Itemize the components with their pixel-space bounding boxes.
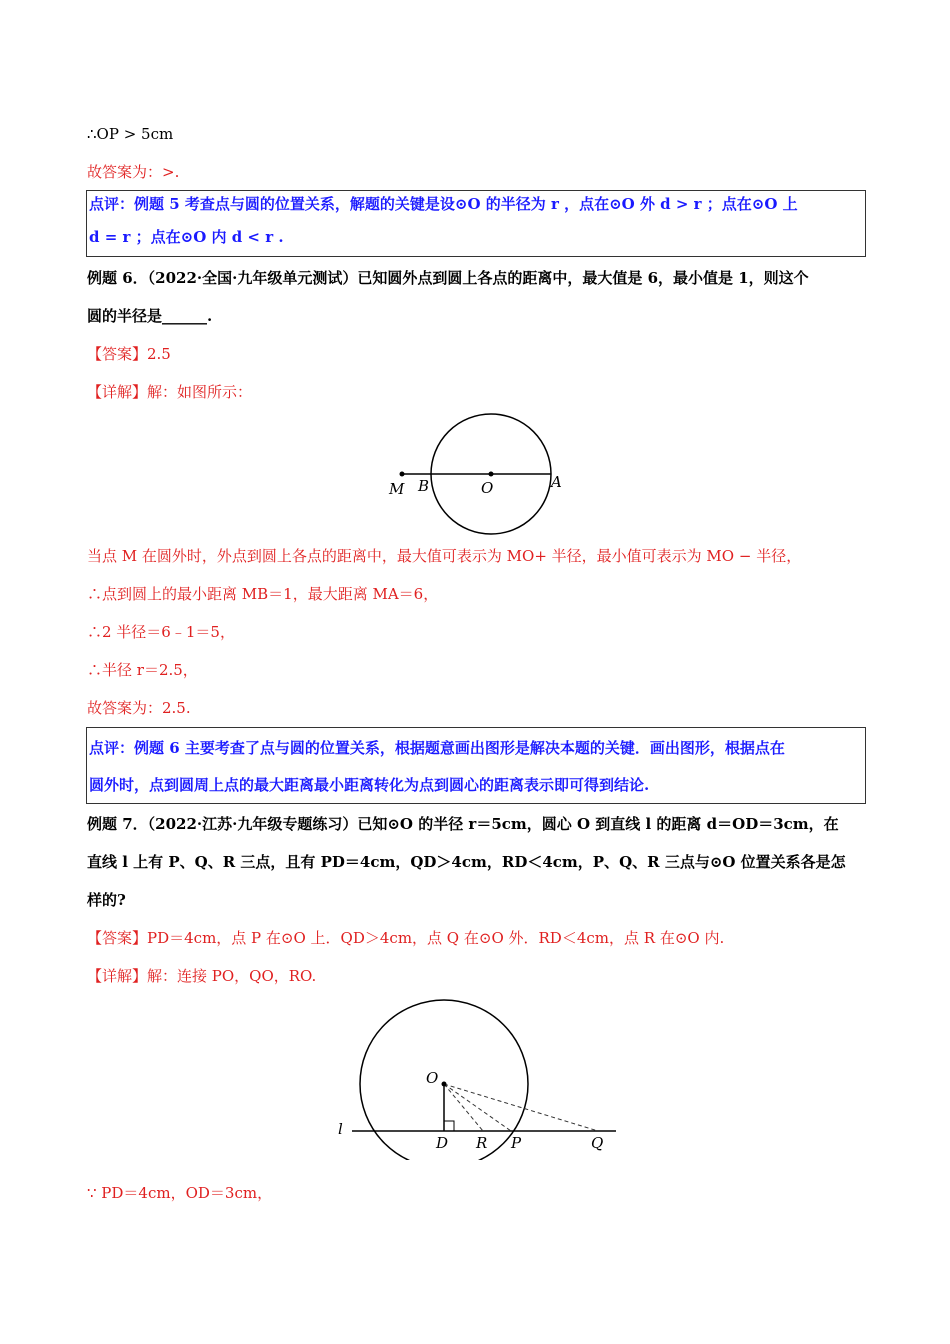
example-7-question-3: 样的? (87, 891, 126, 909)
review-6-line-2: 圆外时，点到圆周上点的最大距离最小距离转化为点到圆心的距离表示即可得到结论. (89, 776, 650, 794)
review-box-5 (86, 190, 866, 257)
example-6-answer: 【答案】2.5 (87, 345, 171, 363)
label-r: R (476, 1134, 488, 1152)
label-o: O (426, 1069, 439, 1087)
point-o (442, 1082, 447, 1087)
review-box-6 (86, 727, 866, 804)
example-6-detail: 【详解】解：如图所示： (87, 383, 253, 401)
label-d: D (436, 1134, 449, 1152)
example-7-question-2: 直线 l 上有 P、Q、R 三点，且有 PD＝4cm，QD＞4cm，RD＜4cm，P、Q、R 三点与⊙O 位置关系各是怎 (87, 853, 846, 871)
conclusion-op: ∴OP > 5cm (87, 125, 174, 143)
review-6-line-1: 点评：例题 6 主要考查了点与圆的位置关系，根据题意画出图形是解决本题的关键．画出图形，根据点在 (89, 739, 785, 757)
example-6-step-1: 当点 M 在圆外时，外点到圆上各点的距离中，最大值可表示为 MO+ 半径，最小值可表示为 MO − 半径， (87, 547, 802, 565)
example-6-question-1: 例题 6．（2022·全国·九年级单元测试）已知圆外点到圆上各点的距离中，最大值是 6，最小值是 1，则这个 (87, 269, 809, 287)
label-a: A (551, 473, 562, 491)
example-7-answer: 【答案】PD＝4cm，点 P 在⊙O 上．QD＞4cm，点 Q 在⊙O 外．RD＜4cm，点 R 在⊙O 内. (87, 929, 725, 947)
point-o (489, 472, 494, 477)
label-q: Q (591, 1134, 604, 1152)
example-6-step-3: ∴2 半径＝6﹣1＝5， (87, 623, 235, 641)
segment-oq (444, 1084, 598, 1131)
example-6-step-2: ∴点到圆上的最小距离 MB＝1，最大距离 MA＝6， (87, 585, 439, 603)
label-p: P (511, 1134, 522, 1152)
example-7-detail: 【详解】解：连接 PO，QO，RO. (87, 967, 317, 985)
example-6-step-5: 故答案为：2.5. (87, 699, 191, 717)
label-o: O (481, 479, 494, 497)
review-5-line-2: d = r ；点在⊙O 内 d < r . (89, 228, 284, 246)
example-7-step-1: ∵ PD＝4cm，OD＝3cm， (87, 1184, 273, 1202)
example-6-figure (380, 405, 580, 540)
example-6-step-4: ∴半径 r＝2.5， (87, 661, 198, 679)
right-angle-mark (444, 1121, 454, 1131)
point-m (400, 472, 405, 477)
label-l: l (338, 1120, 343, 1138)
segment-or (444, 1084, 483, 1131)
label-m: M (389, 480, 405, 498)
review-5-line-1: 点评：例题 5 考查点与圆的位置关系，解题的关键是设⊙O 的半径为 r ，点在⊙O 外 d > r ；点在⊙O 上 (89, 195, 798, 213)
answer-line-5: 故答案为：>. (87, 163, 180, 181)
example-6-question-2: 圆的半径是______. (87, 307, 213, 325)
example-7-question-1: 例题 7．（2022·江苏·九年级专题练习）已知⊙O 的半径 r＝5cm，圆心 O 到直线 l 的距离 d＝OD＝3cm，在 (87, 815, 839, 833)
example-7-figure (330, 990, 630, 1160)
label-b: B (418, 477, 430, 495)
